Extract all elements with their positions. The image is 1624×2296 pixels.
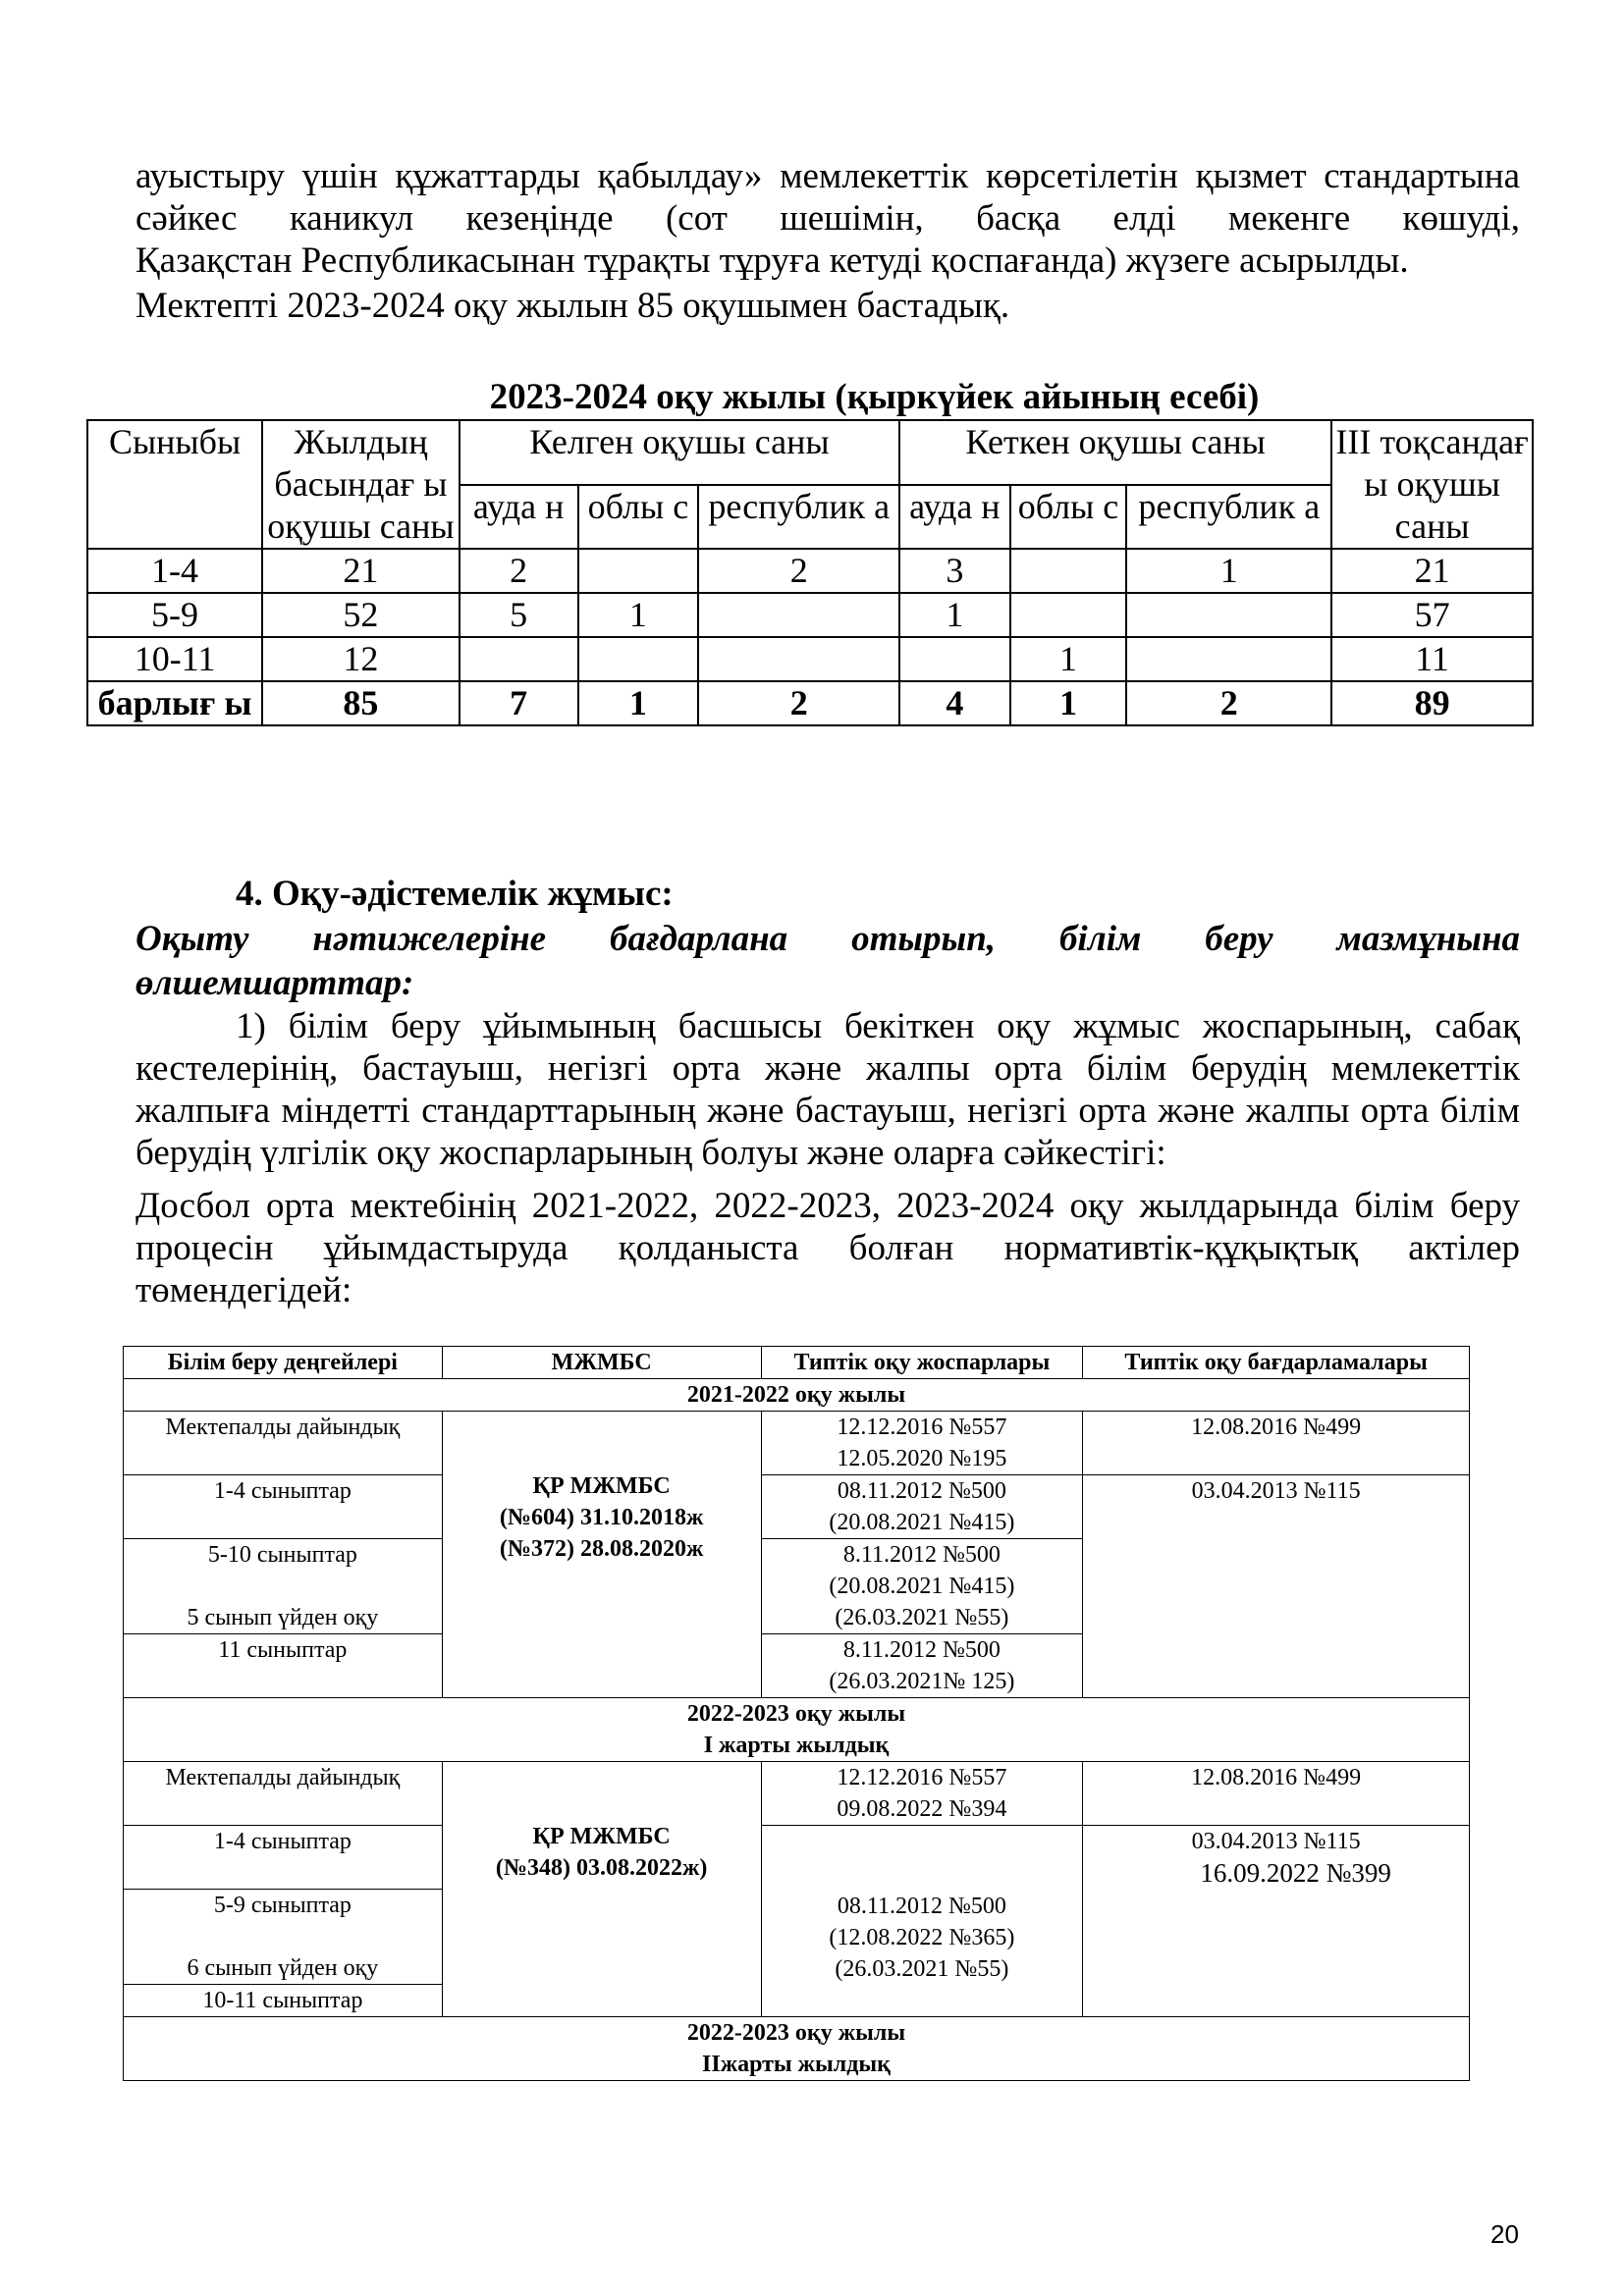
year-title-row — [124, 1379, 1470, 1412]
program-cell: 12.08.2016 №499 — [1083, 1412, 1470, 1475]
section-paragraph-2: Досбол орта мектебінің 2021-2022, 2022-2023, 2023-2024 оқу жылдарында білім беру процесін ұйымдастыруда қолданыста болған нормативтік-құқықтық актілер төмендегідей: — [135, 1186, 1520, 1310]
level-cell — [124, 1539, 443, 1634]
plan-line: 12.05.2020 №195 — [837, 1446, 1007, 1471]
standard-line: (№372) 28.08.2020ж — [499, 1536, 704, 1562]
cell-q3: 11 — [1331, 637, 1533, 681]
header-grade: Сыныбы — [87, 420, 262, 549]
plan-cell — [761, 1412, 1083, 1475]
program-cell — [1083, 1826, 1470, 2017]
cell-in-district — [460, 637, 578, 681]
cell-out-republic: 2 — [1126, 681, 1331, 725]
cell-start: 52 — [262, 593, 460, 637]
page-number: 20 — [1490, 2219, 1519, 2249]
plan-line: 08.11.2012 №500 — [837, 1894, 1006, 1919]
table-row — [124, 1762, 1470, 1826]
plan-line: 08.11.2012 №500 — [837, 1478, 1006, 1504]
level-cell: 1-4 сыныптар — [124, 1475, 443, 1539]
table-row — [87, 549, 1533, 593]
plan-line: 12.12.2016 №557 — [837, 1765, 1007, 1790]
cell-grade: 1-4 — [87, 549, 262, 593]
plan-cell — [761, 1826, 1083, 2017]
plan-line: 8.11.2012 №500 — [842, 1542, 1001, 1568]
plan-cell — [761, 1539, 1083, 1634]
intro-line-1: ауыстыру үшін құжаттарды қабылдау» мемлекеттік көрсетілетін қызмет стандартына сәйкес каникул кезеңінде (сот шешімін, басқа елді мекенге көшуді, — [135, 156, 1520, 239]
header-start: Жылдың басындағ ы оқушы саны — [262, 420, 460, 549]
cell-out-district — [899, 637, 1010, 681]
program-line: 16.09.2022 №399 — [1200, 1858, 1391, 1888]
plan-cell — [761, 1475, 1083, 1539]
year-title — [124, 2017, 1470, 2081]
table-row — [87, 593, 1533, 637]
year-title-row — [124, 2017, 1470, 2081]
cell-out-republic — [1126, 637, 1331, 681]
header-levels: Білім беру деңгейлері — [124, 1347, 443, 1379]
level-cell: Мектепалды дайындық — [124, 1412, 443, 1475]
cell-grade: 10-11 — [87, 637, 262, 681]
year-title — [124, 1698, 1470, 1762]
level-line: 6 сынып үйден оқу — [187, 1955, 379, 1981]
section-subtitle-line-2: өлшемшарттар: — [135, 963, 414, 1003]
cell-start: 85 — [262, 681, 460, 725]
year-title: 2021-2022 оқу жылы — [124, 1379, 1470, 1412]
plan-cell — [761, 1762, 1083, 1826]
level-line: 5-10 сыныптар — [207, 1542, 357, 1568]
program-cell: 12.08.2016 №499 — [1083, 1762, 1470, 1826]
cell-in-district: 5 — [460, 593, 578, 637]
spacer — [127, 1571, 439, 1602]
table1-caption: 2023-2024 оқу жылы (қыркүйек айының есебі) — [489, 377, 1260, 417]
table1-header-row-1 — [87, 420, 1533, 485]
cell-out-region — [1010, 593, 1127, 637]
spacer — [127, 1921, 439, 1952]
standard-line: (№348) 03.08.2022ж) — [495, 1855, 708, 1881]
year-title-line: І жарты жылдық — [703, 1733, 890, 1758]
intro-line-2: Қазақстан Республикасынан тұрақты тұруға кетуді қоспағанда) жүзеге асырылды. — [135, 240, 1409, 281]
cell-start: 12 — [262, 637, 460, 681]
cell-grade: барлығ ы — [87, 681, 262, 725]
cell-out-region: 1 — [1010, 681, 1127, 725]
cell-in-district: 7 — [460, 681, 578, 725]
cell-q3: 57 — [1331, 593, 1533, 637]
year-title-line: ІІжарты жылдық — [702, 2052, 891, 2077]
cell-in-region: 1 — [578, 593, 699, 637]
header-in-region: облы с — [578, 485, 699, 550]
plan-line: (12.08.2022 №365) — [829, 1925, 1015, 1950]
year-title-row — [124, 1698, 1470, 1762]
cell-out-district: 3 — [899, 549, 1010, 593]
plan-line: (20.08.2021 №415) — [829, 1574, 1015, 1599]
plan-cell — [761, 1634, 1083, 1698]
header-in-republic: республик а — [698, 485, 899, 550]
standard-cell — [442, 1412, 761, 1698]
level-cell: 11 сыныптар — [124, 1634, 443, 1698]
level-cell — [124, 1890, 443, 1985]
cell-out-district: 4 — [899, 681, 1010, 725]
table-total-row — [87, 681, 1533, 725]
plan-line: (26.03.2021 №55) — [835, 1956, 1009, 1982]
header-arrived: Келген оқушы саны — [460, 420, 899, 485]
table2-header-row — [124, 1347, 1470, 1379]
level-line: 5 сынып үйден оқу — [187, 1605, 379, 1630]
cell-in-region: 1 — [578, 681, 699, 725]
year-title-line: 2022-2023 оқу жылы — [686, 2020, 906, 2046]
header-standard: МЖМБС — [442, 1347, 761, 1379]
cell-out-region: 1 — [1010, 637, 1127, 681]
standard-line: (№604) 31.10.2018ж — [499, 1505, 704, 1530]
header-in-district: ауда н — [460, 485, 578, 550]
cell-in-republic: 2 — [698, 681, 899, 725]
plan-line: 8.11.2012 №500 — [842, 1637, 1001, 1663]
cell-in-republic — [698, 637, 899, 681]
normative-acts-table — [123, 1346, 1470, 2081]
cell-in-region — [578, 549, 699, 593]
cell-q3: 89 — [1331, 681, 1533, 725]
level-cell: 10-11 сыныптар — [124, 1985, 443, 2017]
header-plans: Типтік оқу жоспарлары — [761, 1347, 1083, 1379]
level-cell: Мектепалды дайындық — [124, 1762, 443, 1826]
plan-line: (26.03.2021№ 125) — [829, 1669, 1015, 1694]
cell-grade: 5-9 — [87, 593, 262, 637]
table-row — [124, 1826, 1470, 1890]
cell-in-republic — [698, 593, 899, 637]
table-row — [124, 1475, 1470, 1539]
cell-out-republic — [1126, 593, 1331, 637]
header-q3: ІІІ тоқсандағ ы оқушы саны — [1331, 420, 1533, 549]
program-line: 03.04.2013 №115 — [1191, 1829, 1361, 1854]
cell-in-republic: 2 — [698, 549, 899, 593]
level-cell: 1-4 сыныптар — [124, 1826, 443, 1890]
header-out-region: облы с — [1010, 485, 1127, 550]
cell-in-district: 2 — [460, 549, 578, 593]
cell-out-district: 1 — [899, 593, 1010, 637]
cell-out-republic: 1 — [1126, 549, 1331, 593]
program-cell: 03.04.2013 №115 — [1083, 1475, 1470, 1698]
intro-line-3: Мектепті 2023-2024 оқу жылын 85 оқушымен бастадық. — [135, 286, 1010, 326]
plan-line: 09.08.2022 №394 — [837, 1796, 1007, 1822]
student-movement-table — [86, 419, 1534, 726]
standard-line: ҚР МЖМБС — [532, 1824, 671, 1849]
header-left: Кеткен оқушы саны — [899, 420, 1331, 485]
header-out-district: ауда н — [899, 485, 1010, 550]
plan-line: (26.03.2021 №55) — [835, 1605, 1009, 1630]
table-row — [124, 1412, 1470, 1475]
cell-in-region — [578, 637, 699, 681]
section-title: 4. Оқу-әдістемелік жұмыс: — [236, 874, 674, 914]
table-row — [87, 637, 1533, 681]
level-line: 5-9 сыныптар — [213, 1893, 352, 1918]
cell-out-region — [1010, 549, 1127, 593]
section-paragraph-1: 1) білім беру ұйымының басшысы бекіткен оқу жұмыс жоспарының, сабақ кестелерінің, бастауыш, негізгі орта және жалпы орта білім берудің мемлекеттік жалпыға міндетті стандарттарының және бастауыш, негізгі орта және жалпы орта білім берудің үлгілік оқу жоспарларының болуы және оларға сәйкестігі: — [135, 1006, 1520, 1173]
section-subtitle-line-1: Оқыту нәтижелеріне бағдарлана отырып, білім беру мазмұнына — [135, 919, 1520, 959]
standard-line: ҚР МЖМБС — [532, 1473, 671, 1499]
header-out-republic: республик а — [1126, 485, 1331, 550]
plan-line: (20.08.2021 №415) — [829, 1510, 1015, 1535]
header-programs: Типтік оқу бағдарламалары — [1083, 1347, 1470, 1379]
cell-q3: 21 — [1331, 549, 1533, 593]
standard-cell — [442, 1762, 761, 2017]
year-title-line: 2022-2023 оқу жылы — [686, 1701, 906, 1727]
plan-line: 12.12.2016 №557 — [837, 1415, 1007, 1440]
cell-start: 21 — [262, 549, 460, 593]
